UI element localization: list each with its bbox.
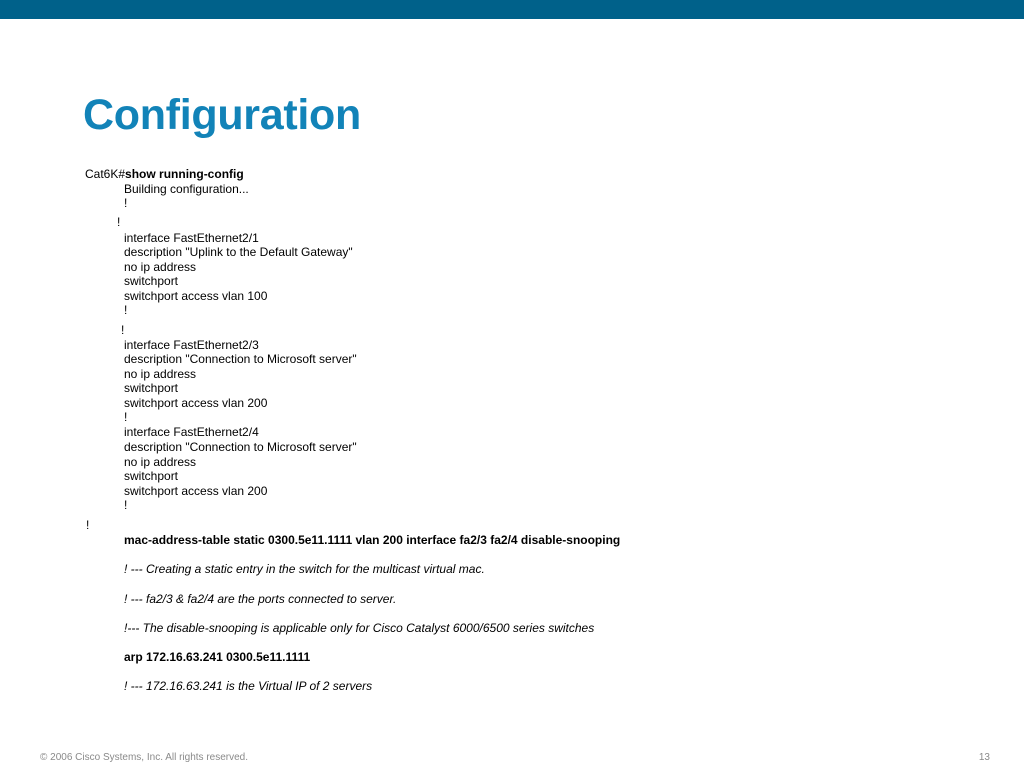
- slide-title: Configuration: [83, 91, 361, 139]
- page-number: 13: [978, 752, 990, 763]
- config-line: !: [124, 196, 128, 210]
- config-comment: ! --- 172.16.63.241 is the Virtual IP of 2 servers: [124, 679, 373, 693]
- config-line: switchport: [124, 274, 179, 288]
- config-comment: ! --- Creating a static entry in the switch for the multicast virtual mac.: [124, 562, 485, 576]
- config-line: no ip address: [124, 260, 197, 274]
- config-line: interface FastEthernet2/3: [124, 338, 259, 352]
- config-line: description "Connection to Microsoft server": [124, 352, 357, 366]
- config-comment: !--- The disable-snooping is applicable only for Cisco Catalyst 6000/6500 series switches: [124, 621, 595, 635]
- prompt-host: Cat6K#: [85, 167, 126, 181]
- config-line: !: [117, 215, 121, 229]
- config-line: interface FastEthernet2/4: [124, 425, 259, 439]
- config-line: !: [124, 303, 128, 317]
- config-line: no ip address: [124, 367, 197, 381]
- config-line: !: [121, 323, 125, 337]
- config-line: !: [86, 518, 90, 532]
- config-line: description "Uplink to the Default Gateway": [124, 245, 353, 259]
- config-line: !: [124, 410, 128, 424]
- config-line: Building configuration...: [124, 182, 249, 196]
- config-comment: ! --- fa2/3 & fa2/4 are the ports connected to server.: [124, 592, 397, 606]
- config-line: !: [124, 498, 128, 512]
- footer-copyright: © 2006 Cisco Systems, Inc. All rights reserved.: [40, 752, 249, 763]
- config-line: switchport access vlan 100: [124, 289, 268, 303]
- config-line: no ip address: [124, 455, 197, 469]
- config-line: switchport: [124, 381, 179, 395]
- prompt-line: [85, 167, 244, 181]
- config-line: description "Connection to Microsoft server": [124, 440, 357, 454]
- config-line: interface FastEthernet2/1: [124, 231, 259, 245]
- config-line: switchport access vlan 200: [124, 396, 268, 410]
- config-line-static-mac: mac-address-table static 0300.5e11.1111 vlan 200 interface fa2/3 fa2/4 disable-snooping: [124, 533, 621, 547]
- prompt-command: show running-config: [125, 167, 244, 181]
- config-line-arp: arp 172.16.63.241 0300.5e11.1111: [124, 650, 311, 664]
- config-line: switchport: [124, 469, 179, 483]
- config-line: switchport access vlan 200: [124, 484, 268, 498]
